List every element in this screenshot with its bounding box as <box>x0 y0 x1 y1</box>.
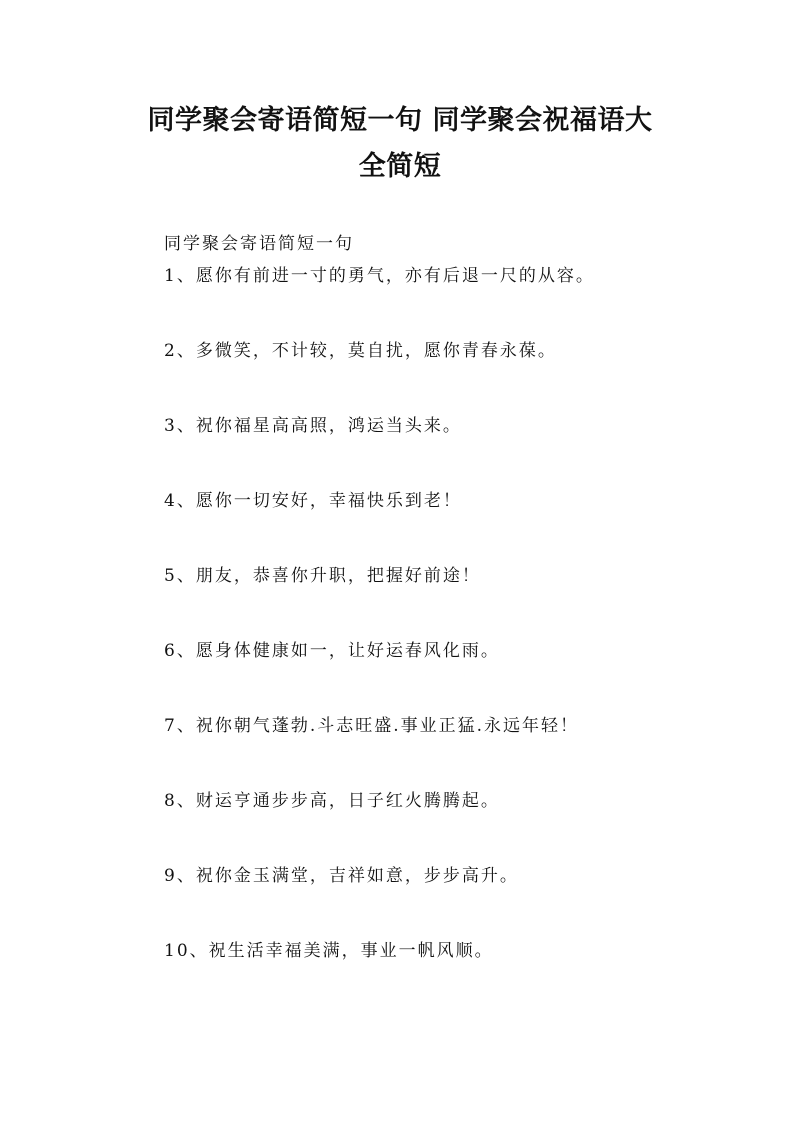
title-line-1: 同学聚会寄语简短一句 同学聚会祝福语大 <box>147 105 653 136</box>
list-item: 10、祝生活幸福美满，事业一帆风顺。 <box>164 941 494 961</box>
list-item: 1、愿你有前进一寸的勇气，亦有后退一尺的从容。 <box>164 266 595 286</box>
list-item: 7、祝你朝气蓬勃.斗志旺盛.事业正猛.永远年轻！ <box>164 716 580 736</box>
list-item: 2、多微笑，不计较，莫自扰，愿你青春永葆。 <box>164 341 557 361</box>
title-line-2: 全简短 <box>358 151 442 182</box>
list-item: 8、财运亨通步步高，日子红火腾腾起。 <box>164 791 500 811</box>
list-item: 6、愿身体健康如一，让好运春风化雨。 <box>164 641 500 661</box>
section-subheading: 同学聚会寄语简短一句 <box>164 234 354 254</box>
document-body <box>164 228 724 1010</box>
document-title <box>100 98 700 190</box>
list-item: 9、祝你金玉满堂，吉祥如意，步步高升。 <box>164 866 519 886</box>
list-item: 4、愿你一切安好，幸福快乐到老！ <box>164 491 462 511</box>
list-item: 5、朋友，恭喜你升职，把握好前途！ <box>164 566 481 586</box>
list-item: 3、祝你福星高高照，鸿运当头来。 <box>164 416 462 436</box>
